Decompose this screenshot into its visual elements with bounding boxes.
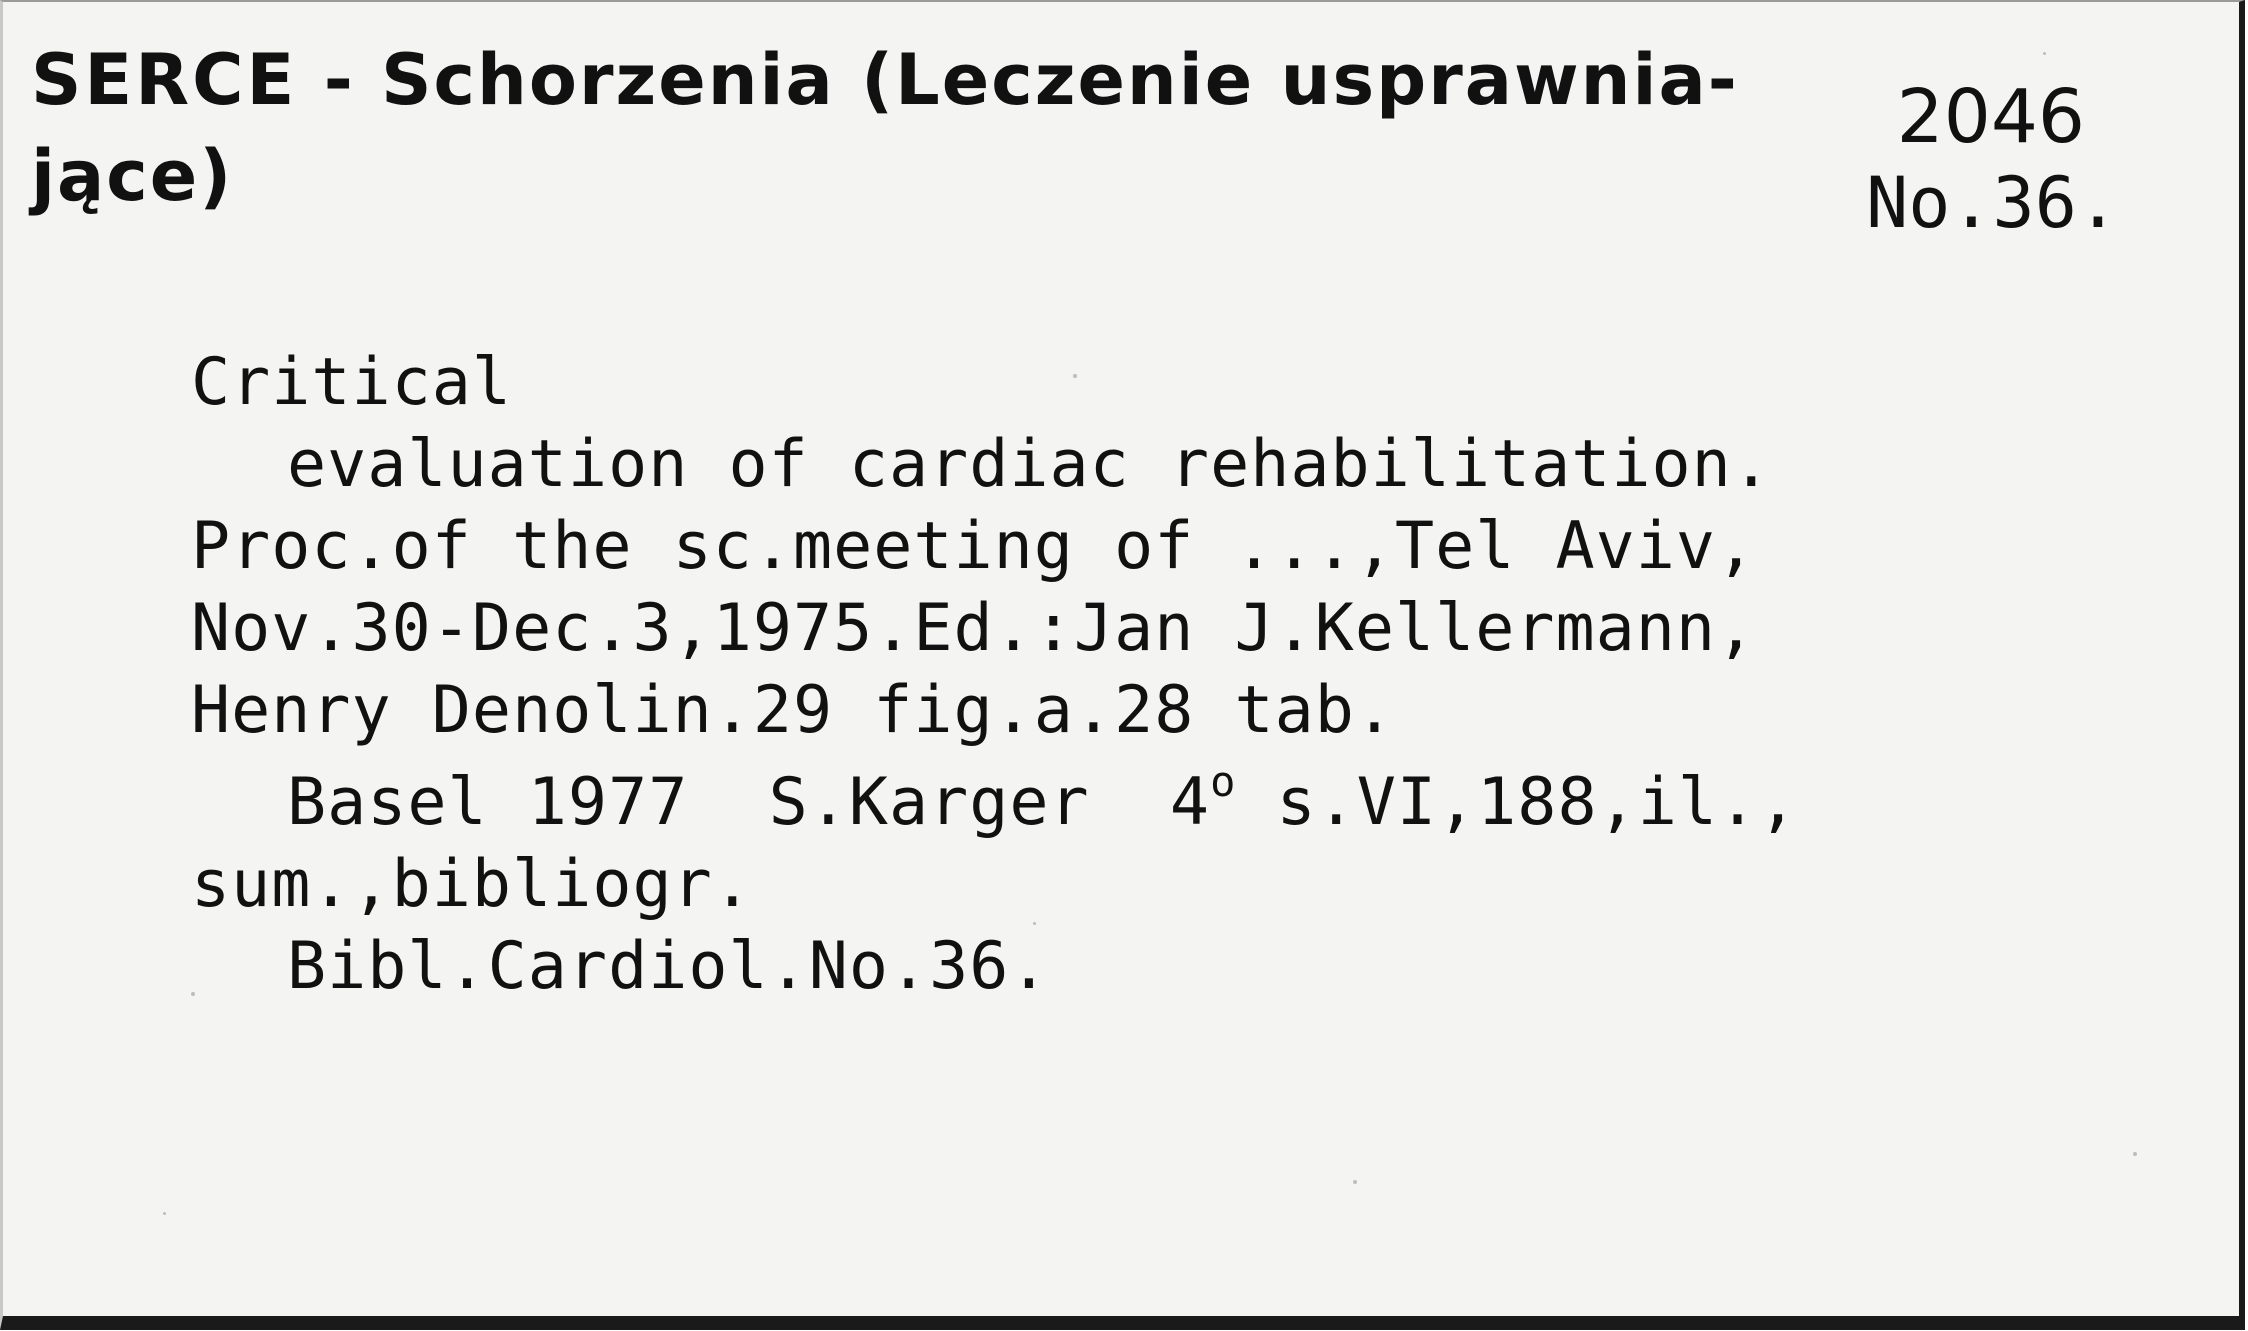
title-line-1: Critical <box>191 345 513 420</box>
title-line-3: Proc.of the sc.meeting of ...,Tel Aviv, <box>191 509 1757 584</box>
title-line-5: Henry Denolin.29 fig.a.28 tab. <box>191 673 1395 748</box>
series-line: Bibl.Cardiol.No.36. <box>287 929 1050 1004</box>
subject-term: SERCE <box>31 39 298 121</box>
heading-separator: - <box>323 39 355 121</box>
imprint-line-1 <box>191 757 1799 844</box>
scan-speckle <box>1073 374 1077 378</box>
scan-speckle <box>2133 1152 2137 1156</box>
call-number-block <box>1866 74 2119 246</box>
imprint-line-2: sum.,bibliogr. <box>191 847 753 922</box>
scan-speckle <box>1353 1180 1357 1184</box>
call-number: 2046 <box>1896 74 2085 160</box>
imprint-publisher: Basel 1977 S.Karger 4 <box>287 765 1211 840</box>
bibliographic-entry <box>191 342 1798 1008</box>
scan-speckle <box>1033 922 1036 925</box>
imprint-pagination: s.VI,188,il., <box>1236 765 1799 840</box>
subject-heading <box>31 32 1739 224</box>
subheading-line-2: jące) <box>31 135 234 217</box>
format-superscript: o <box>1210 757 1237 806</box>
subheading-line-1: Schorzenia (Leczenie usprawnia- <box>381 39 1739 121</box>
title-line-2: evaluation of cardiac rehabilitation. <box>287 427 1772 502</box>
scan-speckle <box>2043 52 2046 55</box>
scan-speckle <box>191 992 195 996</box>
title-line-4: Nov.30-Dec.3,1975.Ed.:Jan J.Kellermann, <box>191 591 1757 666</box>
series-number: No.36. <box>1866 162 2119 244</box>
scan-speckle <box>163 1212 166 1215</box>
